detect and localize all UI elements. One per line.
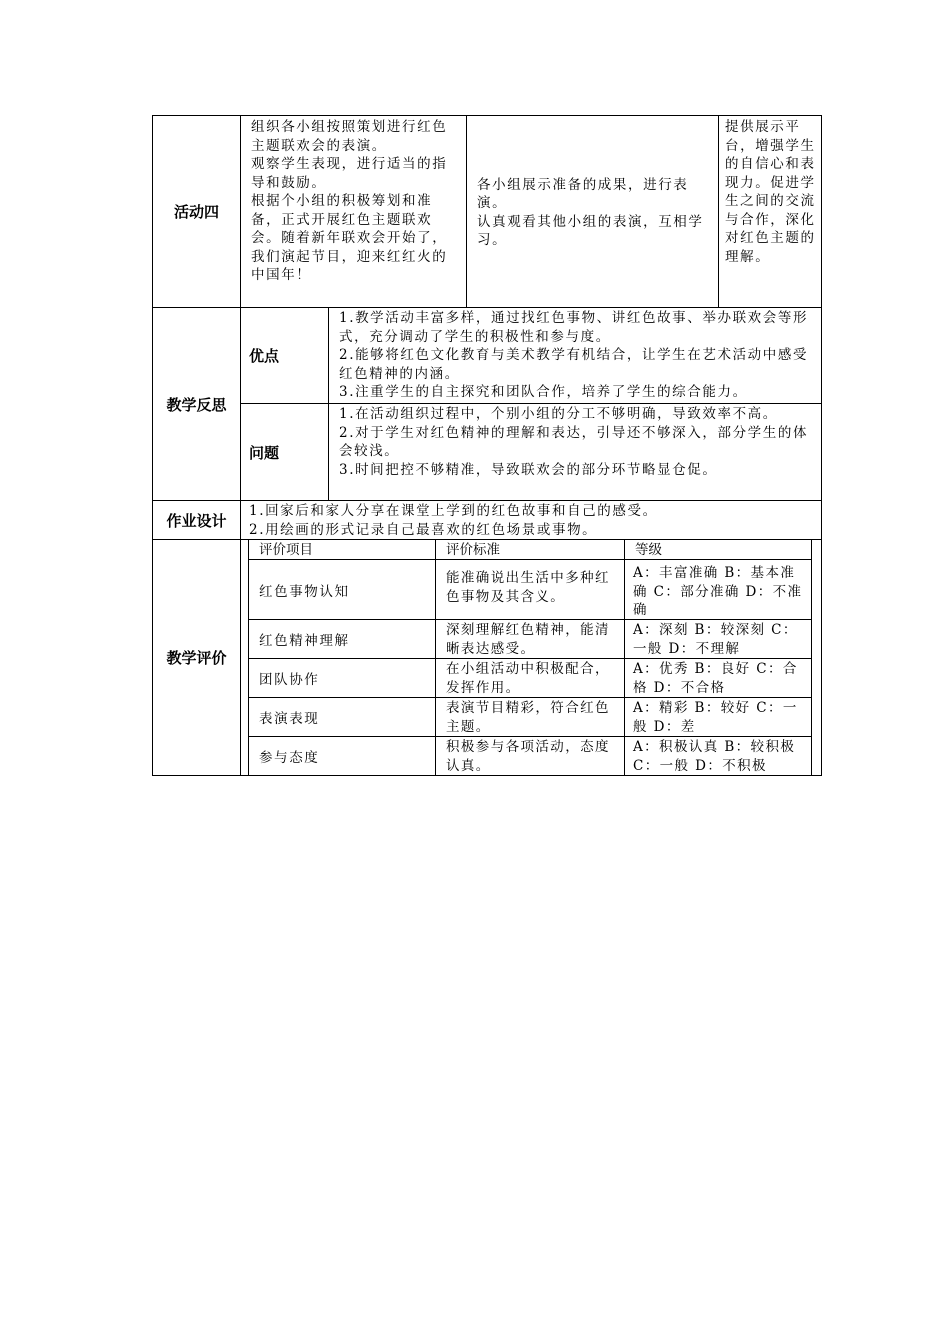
homework-cell bbox=[240, 500, 822, 540]
activity4-intent-cell bbox=[718, 115, 822, 308]
eval-row-standard bbox=[435, 619, 625, 659]
eval-row-item: 团队协作 bbox=[248, 658, 436, 698]
problems-cell bbox=[328, 403, 822, 501]
eval-row-standard-text: 积极参与各项活动，态度认真。 bbox=[446, 739, 610, 774]
eval-row-standard-text: 在小组活动中积极配合，发挥作用。 bbox=[446, 661, 610, 696]
eval-header-item: 评价项目 bbox=[248, 539, 436, 560]
problems-line: 1.在活动组织过程中，个别小组的分工不够明确，导致效率不高。 bbox=[339, 406, 778, 422]
eval-row-grade-text: A：积极认真 B：较积极 C：一般 D：不积极 bbox=[633, 739, 796, 774]
eval-row-standard bbox=[435, 736, 625, 776]
eval-row-item: 红色精神理解 bbox=[248, 619, 436, 659]
eval-row-standard-text: 深刻理解红色精神，能清晰表达感受。 bbox=[446, 622, 610, 657]
problems-label: 问题 bbox=[240, 403, 329, 501]
eval-row-grade bbox=[624, 697, 812, 737]
reflection-label: 教学反思 bbox=[152, 307, 241, 501]
eval-row-standard-text: 能准确说出生活中多种红色事物及其含义。 bbox=[446, 570, 610, 605]
activity4-teacher-line: 根据个小组的积极筹划和准备，正式开展红色主题联欢会。随着新年联欢会开始了，我们演起节目，迎来红红火的中国年！ bbox=[251, 193, 448, 283]
strengths-line: 2.能够将红色文化教育与美术教学有机结合，让学生在艺术活动中感受红色精神的内涵。 bbox=[339, 347, 809, 382]
eval-row-item: 红色事物认知 bbox=[248, 559, 436, 620]
eval-header-grade: 等级 bbox=[624, 539, 812, 560]
evaluation-label: 教学评价 bbox=[152, 539, 241, 776]
eval-row-standard-text: 表演节目精彩，符合红色主题。 bbox=[446, 700, 610, 735]
homework-label: 作业设计 bbox=[152, 500, 241, 540]
lesson-plan-table bbox=[152, 115, 822, 776]
eval-row-grade-text: A：深刻 B：较深刻 C：一般 D：不理解 bbox=[633, 622, 798, 657]
eval-row-grade bbox=[624, 559, 812, 620]
activity4-teacher-cell bbox=[240, 115, 467, 308]
eval-row-item: 参与态度 bbox=[248, 736, 436, 776]
activity4-student-line: 认真观看其他小组的表演，互相学习。 bbox=[477, 213, 704, 248]
strengths-line: 3.注重学生的自主探究和团队合作，培养了学生的综合能力。 bbox=[339, 384, 748, 400]
eval-row-grade-text: A：优秀 B：良好 C：合格 D：不合格 bbox=[633, 661, 798, 696]
eval-row-grade-text: A：丰富准确 B：基本准确 C：部分准确 D：不准确 bbox=[633, 565, 803, 618]
problems-line: 2.对于学生对红色精神的理解和表达，引导还不够深入，部分学生的体会较浅。 bbox=[339, 424, 809, 459]
activity4-teacher-line: 组织各小组按照策划进行红色主题联欢会的表演。 bbox=[251, 119, 448, 154]
eval-row-standard bbox=[435, 658, 625, 698]
strengths-cell bbox=[328, 307, 822, 404]
activity4-intent-text: 提供展示平台，增强学生的自信心和表现力。促进学生之间的交流与合作，深化对红色主题的理解。 bbox=[725, 119, 816, 265]
eval-row-grade bbox=[624, 658, 812, 698]
activity4-student-cell bbox=[466, 115, 719, 308]
eval-header-standard: 评价标准 bbox=[435, 539, 625, 560]
activity4-student-line: 各小组展示准备的成果，进行表演。 bbox=[477, 176, 689, 211]
strengths-line: 1.教学活动丰富多样，通过找红色事物、讲红色故事、举办联欢会等形式，充分调动了学生的积极性和参与度。 bbox=[339, 310, 809, 345]
homework-line: 1.回家后和家人分享在课堂上学到的红色故事和自己的感受。 bbox=[249, 503, 658, 519]
eval-row-grade bbox=[624, 736, 812, 776]
homework-line: 2.用绘画的形式记录自己最喜欢的红色场景或事物。 bbox=[249, 521, 598, 538]
eval-row-standard bbox=[435, 697, 625, 737]
eval-row-grade bbox=[624, 619, 812, 659]
eval-row-grade-text: A：精彩 B：较好 C：一般 D：差 bbox=[633, 700, 798, 735]
strengths-label: 优点 bbox=[240, 307, 329, 404]
activity4-teacher-line: 观察学生表现，进行适当的指导和鼓励。 bbox=[251, 156, 448, 191]
activity4-label: 活动四 bbox=[152, 115, 241, 308]
eval-row-standard bbox=[435, 559, 625, 620]
problems-line: 3.时间把控不够精准，导致联欢会的部分环节略显仓促。 bbox=[339, 461, 718, 478]
eval-row-item: 表演表现 bbox=[248, 697, 436, 737]
